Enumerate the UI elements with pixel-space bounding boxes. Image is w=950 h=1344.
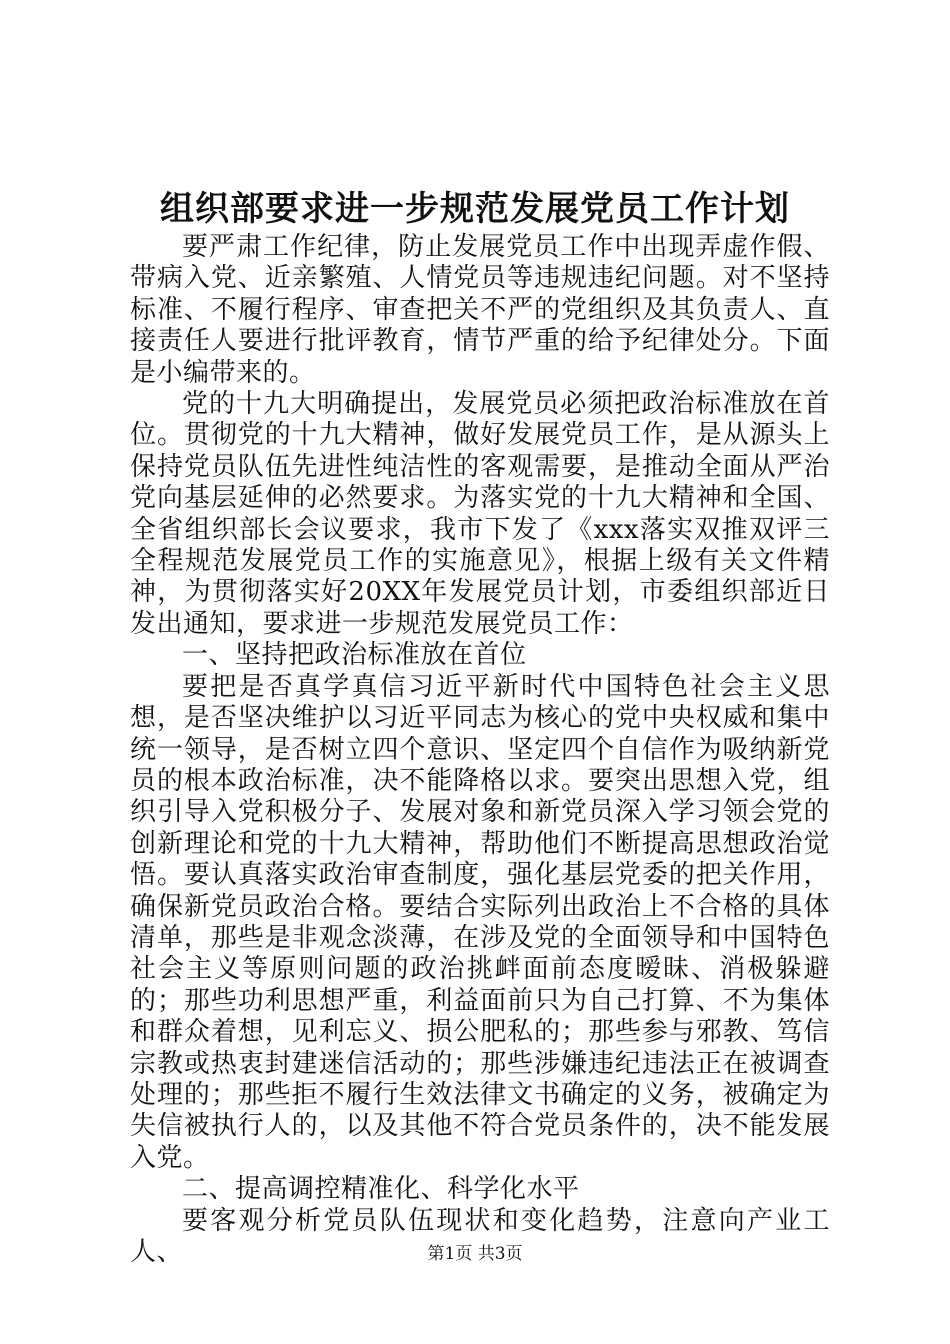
document-body	[130, 232, 830, 1268]
document-title: 组织部要求进一步规范发展党员工作计划	[160, 189, 790, 229]
section-heading-1: 一、坚持把政治标准放在首位	[182, 640, 527, 671]
paragraph-1: 党的十九大明确提出，发展党员必须把政治标准放在首位。贯彻党的十九大精神，做好发展党员工作，是从源头上保持党员队伍先进性纯洁性的客观需要，是推动全面从严治党向基层延伸的必然要求。为落实党的十九大精神和全国、全省组织部长会议要求，我市下发了《xxx落实双推双评三全程规范发展党员工作的实施意见》，根据上级有关文件精神，为贯彻落实好20XX年发展党员计划，市委组织部近日发出通知，要求进一步规范发展党员工作：	[130, 389, 830, 639]
page-footer: 第1页 共3页	[427, 1244, 523, 1264]
section-heading-2: 二、提高调控精准化、科学化水平	[182, 1174, 580, 1205]
paragraph-3: 要客观分析党员队伍现状和变化趋势，注意向产业工人、	[130, 1205, 830, 1267]
paragraph-2: 要把是否真学真信习近平新时代中国特色社会主义思想，是否坚决维护以习近平同志为核心的党中央权威和集中统一领导，是否树立四个意识、坚定四个自信作为吸纳新党员的根本政治标准，决不能降格以求。要突出思想入党，组织引导入党积极分子、发展对象和新党员深入学习领会党的创新理论和党的十九大精神，帮助他们不断提高思想政治觉悟。要认真落实政治审查制度，强化基层党委的把关作用，确保新党员政治合格。要结合实际列出政治上不合格的具体清单，那些是非观念淡薄，在涉及党的全面领导和中国特色社会主义等原则问题的政治挑衅面前态度暧昧、消极躲避的；那些功利思想严重，利益面前只为自己打算、不为集体和群众着想，见利忘义、损公肥私的；那些参与邪教、笃信宗教或热衷封建迷信活动的；那些涉嫌违纪违法正在被调查处理的；那些拒不履行生效法律文书确定的义务，被确定为失信被执行人的，以及其他不符合党员条件的，决不能发展入党。	[130, 671, 830, 1173]
intro-paragraph: 要严肃工作纪律，防止发展党员工作中出现弄虚作假、带病入党、近亲繁殖、人情党员等违规违纪问题。对不坚持标准、不履行程序、审查把关不严的党组织及其负责人、直接责任人要进行批评教育，情节严重的给予纪律处分。下面是小编带来的。	[130, 232, 830, 388]
